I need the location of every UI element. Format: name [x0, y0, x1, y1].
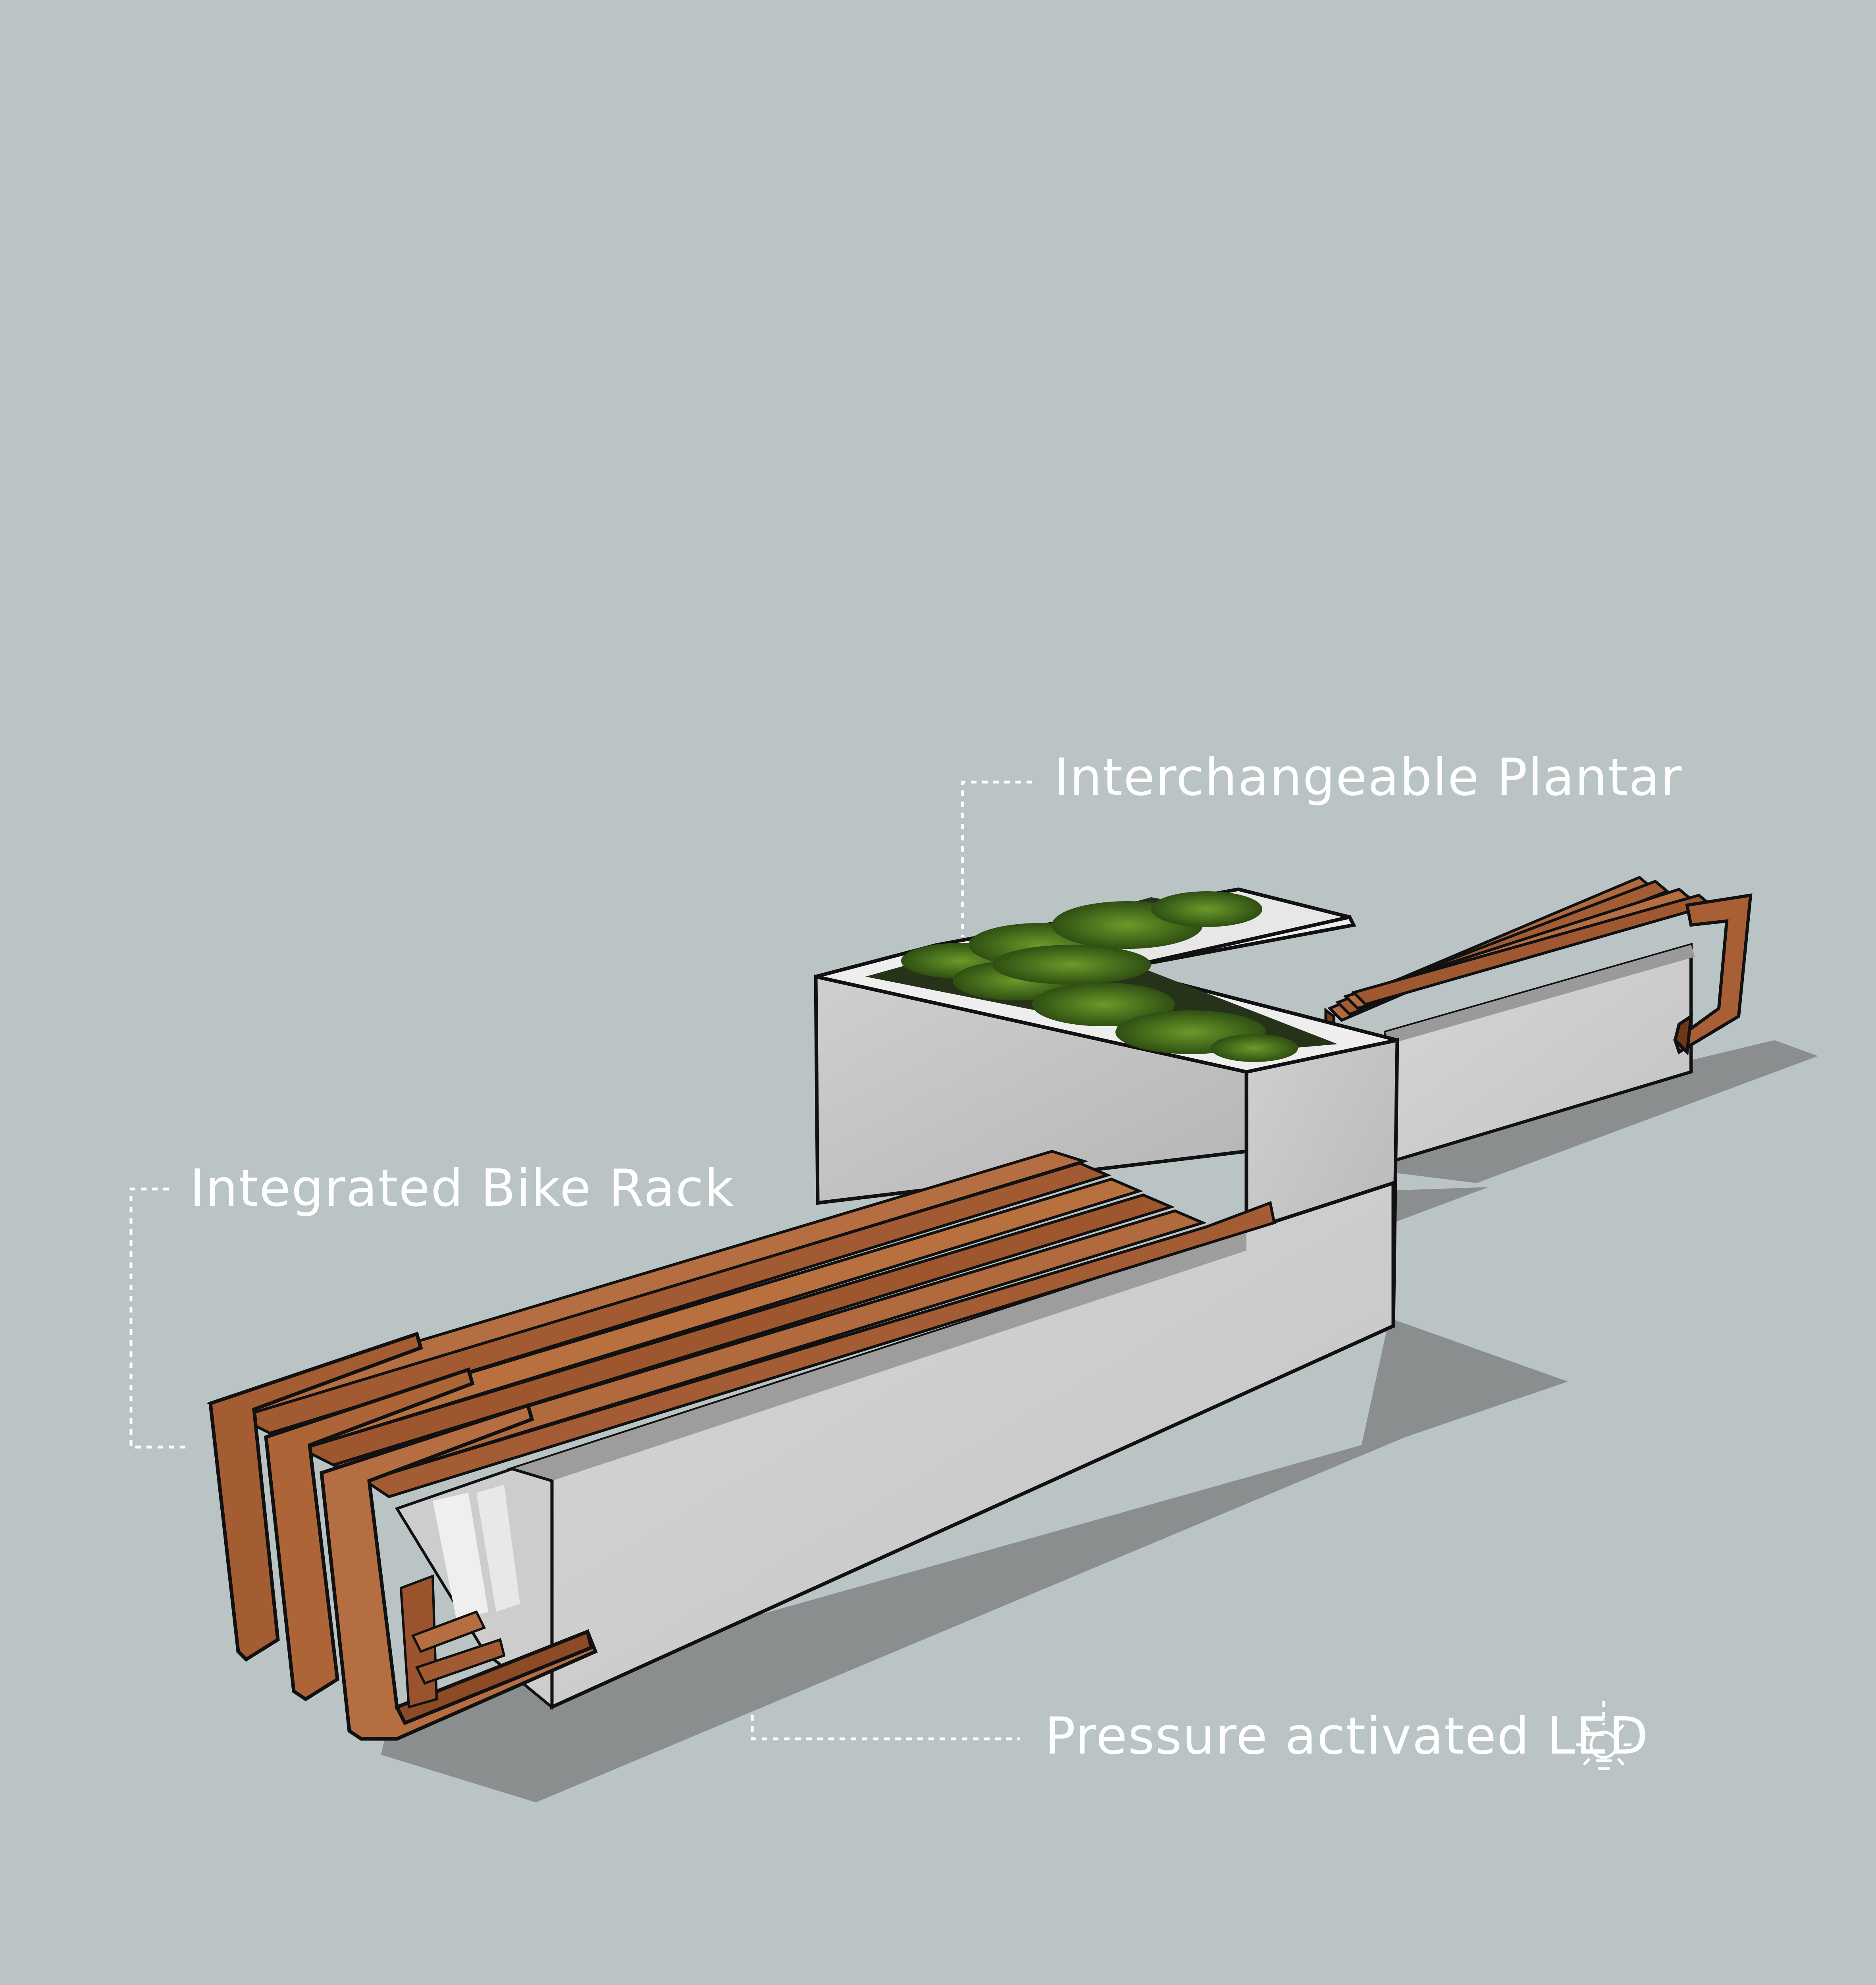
led-leader [752, 1715, 1020, 1739]
led-label: Pressure activated LED [1045, 1707, 1649, 1766]
bike-rack-label: Integrated Bike Rack [190, 1159, 735, 1218]
bike-rack-leader [131, 1189, 187, 1447]
plantar-leader [963, 782, 1032, 937]
plantar-label: Interchangeable Plantar [1054, 748, 1682, 807]
